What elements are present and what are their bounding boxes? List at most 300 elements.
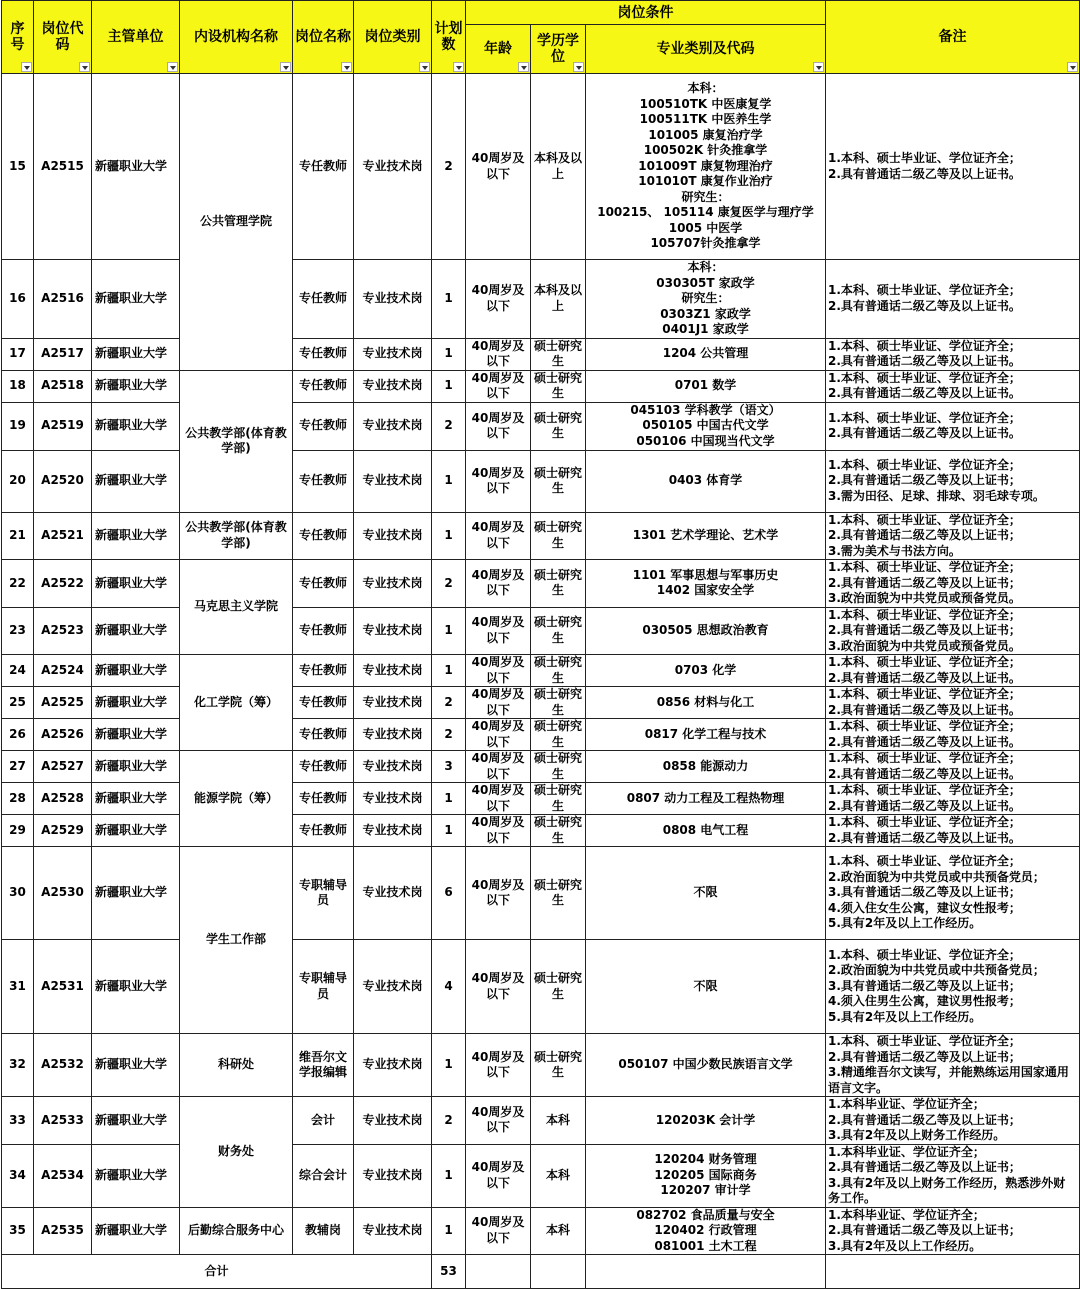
unit-cell[interactable]: 新疆职业大学 [92, 1097, 180, 1145]
plan-cell[interactable]: 2 [432, 687, 466, 719]
edu-cell[interactable]: 硕士研究生 [531, 450, 586, 512]
position-cell[interactable]: 专任教师 [293, 260, 354, 339]
seq-cell[interactable]: 16 [2, 260, 34, 339]
unit-cell[interactable]: 新疆职业大学 [92, 1144, 180, 1207]
plan-cell[interactable]: 1 [432, 1207, 466, 1255]
edu-cell[interactable]: 本科 [531, 1207, 586, 1255]
age-cell[interactable]: 40周岁及以下 [466, 687, 531, 719]
code-cell[interactable]: A2533 [34, 1097, 92, 1145]
seq-cell[interactable]: 24 [2, 655, 34, 687]
plan-cell[interactable]: 1 [432, 1144, 466, 1207]
table-row[interactable] [2, 512, 1080, 560]
seq-cell[interactable]: 34 [2, 1144, 34, 1207]
edu-cell[interactable]: 本科 [531, 1144, 586, 1207]
table-row[interactable] [2, 402, 1080, 450]
age-cell[interactable]: 40周岁及以下 [466, 450, 531, 512]
table-row[interactable] [2, 687, 1080, 719]
age-cell[interactable]: 40周岁及以下 [466, 607, 531, 655]
remark-cell[interactable] [826, 338, 1080, 370]
major-cell[interactable] [586, 847, 826, 940]
code-cell[interactable]: A2516 [34, 260, 92, 339]
seq-cell[interactable]: 22 [2, 560, 34, 608]
table-row[interactable] [2, 370, 1080, 402]
code-cell[interactable]: A2532 [34, 1034, 92, 1097]
plan-cell[interactable]: 1 [432, 1034, 466, 1097]
text-line: 2.政治面貌为中共党员或中共预备党员； [828, 869, 1045, 884]
code-cell[interactable]: A2515 [34, 74, 92, 260]
edu-cell[interactable]: 硕士研究生 [531, 783, 586, 815]
remark-cell[interactable] [826, 1034, 1080, 1097]
plan-cell[interactable]: 1 [432, 607, 466, 655]
age-cell[interactable]: 40周岁及以下 [466, 260, 531, 339]
dept-cell[interactable]: 科研处 [180, 1034, 293, 1097]
remark-cell[interactable] [826, 260, 1080, 339]
table-row[interactable] [2, 847, 1080, 940]
type-cell[interactable]: 专业技术岗 [354, 783, 432, 815]
unit-cell[interactable]: 新疆职业大学 [92, 370, 180, 402]
text-line: 1.本科毕业证、学位证齐全； [828, 1097, 985, 1111]
code-cell[interactable]: A2530 [34, 847, 92, 940]
age-cell[interactable]: 40周岁及以下 [466, 370, 531, 402]
type-cell[interactable]: 专业技术岗 [354, 940, 432, 1034]
filter-dropdown-icon[interactable] [167, 62, 178, 72]
age-cell[interactable]: 40周岁及以下 [466, 655, 531, 687]
age-cell[interactable]: 40周岁及以下 [466, 940, 531, 1034]
type-cell[interactable]: 专业技术岗 [354, 1144, 432, 1207]
position-cell[interactable]: 专任教师 [293, 687, 354, 719]
dept-cell[interactable]: 后勤综合服务中心 [180, 1207, 293, 1255]
major-cell[interactable] [586, 783, 826, 815]
text-line: 2.具有普通话二级乙等及以上证书。 [828, 670, 1021, 685]
seq-cell[interactable]: 15 [2, 74, 34, 260]
text-line: 0703 化学 [674, 662, 737, 677]
seq-cell[interactable]: 21 [2, 512, 34, 560]
position-cell[interactable]: 专任教师 [293, 783, 354, 815]
code-cell[interactable]: A2529 [34, 815, 92, 847]
text-line: 1.本科、硕士毕业证、学位证齐全； [828, 338, 1021, 353]
plan-cell[interactable]: 2 [432, 402, 466, 450]
header-code[interactable]: 岗位代码 [34, 1, 92, 74]
recruitment-table [1, 0, 1080, 1289]
unit-cell[interactable]: 新疆职业大学 [92, 512, 180, 560]
remark-cell[interactable] [826, 719, 1080, 751]
unit-cell[interactable]: 新疆职业大学 [92, 74, 180, 260]
major-cell[interactable] [586, 1144, 826, 1207]
type-cell[interactable]: 专业技术岗 [354, 370, 432, 402]
table-row[interactable] [2, 260, 1080, 339]
type-cell[interactable]: 专业技术岗 [354, 560, 432, 608]
unit-cell[interactable]: 新疆职业大学 [92, 687, 180, 719]
code-cell[interactable]: A2519 [34, 402, 92, 450]
remark-cell[interactable] [826, 560, 1080, 608]
position-cell[interactable]: 教辅岗 [293, 1207, 354, 1255]
filter-dropdown-icon[interactable] [280, 62, 291, 72]
text-line: 2.具有普通话二级乙等及以上证书。 [828, 426, 1021, 440]
text-line: 100502K 针灸推拿学 [643, 143, 768, 158]
code-cell[interactable]: A2518 [34, 370, 92, 402]
plan-cell[interactable]: 2 [432, 74, 466, 260]
edu-cell[interactable]: 硕士研究生 [531, 751, 586, 783]
edu-cell[interactable]: 硕士研究生 [531, 815, 586, 847]
text-line: 3.具有普通话二级乙等及以上证书； [828, 978, 1021, 993]
age-cell[interactable]: 40周岁及以下 [466, 1034, 531, 1097]
remark-cell[interactable] [826, 783, 1080, 815]
edu-cell[interactable]: 硕士研究生 [531, 512, 586, 560]
code-cell[interactable]: A2521 [34, 512, 92, 560]
unit-cell[interactable]: 新疆职业大学 [92, 719, 180, 751]
text-line: 3.精通维吾尔文读写，并能熟练运用国家通用语言文字。 [828, 1065, 1069, 1095]
dept-cell[interactable]: 公共教学部(体育教学部) [180, 370, 293, 512]
code-cell[interactable]: A2525 [34, 687, 92, 719]
text-line: 2.具有普通话二级乙等及以上证书。 [828, 798, 1021, 813]
text-line: 0403 体育学 [668, 473, 743, 488]
header-dept[interactable]: 内设机构名称 [180, 1, 293, 74]
header-remark[interactable]: 备注 [826, 1, 1080, 74]
seq-cell[interactable]: 23 [2, 607, 34, 655]
unit-cell[interactable]: 新疆职业大学 [92, 751, 180, 783]
age-cell[interactable]: 40周岁及以下 [466, 560, 531, 608]
position-cell[interactable]: 专任教师 [293, 719, 354, 751]
type-cell[interactable]: 专业技术岗 [354, 655, 432, 687]
header-pos[interactable]: 岗位名称 [293, 1, 354, 74]
text-line: 本科： [687, 81, 724, 96]
text-line: 1.本科、硕士毕业证、学位证齐全； [828, 151, 1021, 165]
plan-cell[interactable]: 1 [432, 815, 466, 847]
type-cell[interactable]: 专业技术岗 [354, 450, 432, 512]
unit-cell[interactable]: 新疆职业大学 [92, 783, 180, 815]
text-line: 1.本科、硕士毕业证、学位证齐全； [828, 687, 1021, 701]
table-row[interactable] [2, 815, 1080, 847]
plan-cell[interactable]: 4 [432, 940, 466, 1034]
dept-cell[interactable]: 化工学院（筹） [180, 655, 293, 751]
seq-cell[interactable]: 20 [2, 450, 34, 512]
text-line: 3.具有普通话二级乙等及以上证书； [828, 885, 1021, 900]
plan-cell[interactable]: 1 [432, 512, 466, 560]
remark-cell[interactable] [826, 370, 1080, 402]
filter-dropdown-icon[interactable] [341, 62, 352, 72]
plan-cell[interactable]: 6 [432, 847, 466, 940]
position-cell[interactable]: 专任教师 [293, 370, 354, 402]
type-cell[interactable]: 专业技术岗 [354, 260, 432, 339]
filter-dropdown-icon[interactable] [453, 62, 464, 72]
text-line: 1.本科毕业证、学位证齐全； [828, 1207, 985, 1222]
major-cell[interactable] [586, 1097, 826, 1145]
seq-cell[interactable]: 31 [2, 940, 34, 1034]
code-cell[interactable]: A2523 [34, 607, 92, 655]
edu-cell[interactable]: 硕士研究生 [531, 560, 586, 608]
table-row[interactable] [2, 751, 1080, 783]
type-cell[interactable]: 专业技术岗 [354, 74, 432, 260]
remark-cell[interactable] [826, 687, 1080, 719]
code-cell[interactable]: A2534 [34, 1144, 92, 1207]
type-cell[interactable]: 专业技术岗 [354, 1097, 432, 1145]
position-cell[interactable]: 专任教师 [293, 450, 354, 512]
filter-dropdown-icon[interactable] [21, 62, 32, 72]
remark-cell[interactable] [826, 940, 1080, 1034]
position-cell[interactable]: 专任教师 [293, 338, 354, 370]
age-cell[interactable]: 40周岁及以下 [466, 815, 531, 847]
seq-cell[interactable]: 27 [2, 751, 34, 783]
edu-cell[interactable]: 硕士研究生 [531, 607, 586, 655]
text-line: 1.本科、硕士毕业证、学位证齐全； [828, 457, 1021, 472]
edu-cell[interactable]: 本科 [531, 1097, 586, 1145]
position-cell[interactable]: 会计 [293, 1097, 354, 1145]
text-line: 120205 国际商务 [654, 1167, 757, 1182]
position-cell[interactable]: 专任教师 [293, 512, 354, 560]
unit-cell[interactable]: 新疆职业大学 [92, 940, 180, 1034]
text-line: 1.本科、硕士毕业证、学位证齐全； [828, 655, 1021, 669]
position-cell[interactable]: 专任教师 [293, 74, 354, 260]
table-row[interactable] [2, 1097, 1080, 1145]
header-age[interactable]: 年龄 [466, 25, 531, 74]
unit-cell[interactable]: 新疆职业大学 [92, 402, 180, 450]
position-cell[interactable]: 专任教师 [293, 815, 354, 847]
position-cell[interactable]: 综合会计 [293, 1144, 354, 1207]
edu-cell[interactable]: 硕士研究生 [531, 940, 586, 1034]
seq-cell[interactable]: 28 [2, 783, 34, 815]
filter-dropdown-icon[interactable] [518, 62, 529, 72]
table-row[interactable] [2, 719, 1080, 751]
unit-cell[interactable]: 新疆职业大学 [92, 1034, 180, 1097]
remark-cell[interactable] [826, 1097, 1080, 1145]
position-cell[interactable]: 专任教师 [293, 751, 354, 783]
text-line: 4.须入住女生公寓，建议女性报考； [828, 900, 1021, 915]
code-cell[interactable]: A2527 [34, 751, 92, 783]
table-row[interactable] [2, 74, 1080, 260]
type-cell[interactable]: 专业技术岗 [354, 751, 432, 783]
text-line: 030505 思想政治教育 [642, 623, 769, 637]
major-cell[interactable] [586, 687, 826, 719]
major-cell[interactable] [586, 560, 826, 608]
edu-cell[interactable]: 本科及以上 [531, 260, 586, 339]
type-cell[interactable]: 专业技术岗 [354, 402, 432, 450]
remark-cell[interactable] [826, 847, 1080, 940]
text-line: 0401J1 家政学 [662, 322, 749, 336]
type-cell[interactable]: 专业技术岗 [354, 687, 432, 719]
major-cell[interactable] [586, 450, 826, 512]
major-cell[interactable] [586, 402, 826, 450]
position-cell[interactable]: 专任教师 [293, 607, 354, 655]
major-cell[interactable] [586, 338, 826, 370]
table-row[interactable] [2, 783, 1080, 815]
position-cell[interactable]: 专职辅导员 [293, 847, 354, 940]
unit-cell[interactable]: 新疆职业大学 [92, 450, 180, 512]
unit-cell[interactable]: 新疆职业大学 [92, 607, 180, 655]
seq-cell[interactable]: 17 [2, 338, 34, 370]
edu-cell[interactable]: 本科及以上 [531, 74, 586, 260]
seq-cell[interactable]: 19 [2, 402, 34, 450]
type-cell[interactable]: 专业技术岗 [354, 815, 432, 847]
major-cell[interactable] [586, 815, 826, 847]
edu-cell[interactable]: 硕士研究生 [531, 847, 586, 940]
code-cell[interactable]: A2517 [34, 338, 92, 370]
table-row[interactable] [2, 655, 1080, 687]
major-cell[interactable] [586, 1207, 826, 1255]
seq-cell[interactable]: 26 [2, 719, 34, 751]
unit-cell[interactable]: 新疆职业大学 [92, 655, 180, 687]
position-cell[interactable]: 维吾尔文学报编辑 [293, 1034, 354, 1097]
total-row [2, 1255, 1080, 1289]
age-cell[interactable]: 40周岁及以下 [466, 847, 531, 940]
remark-cell[interactable] [826, 815, 1080, 847]
text-line: 1.本科、硕士毕业证、学位证齐全； [828, 815, 1021, 829]
age-cell[interactable]: 40周岁及以下 [466, 719, 531, 751]
type-cell[interactable]: 专业技术岗 [354, 719, 432, 751]
type-cell[interactable]: 专业技术岗 [354, 847, 432, 940]
seq-cell[interactable]: 32 [2, 1034, 34, 1097]
dept-cell[interactable]: 学生工作部 [180, 847, 293, 1034]
unit-cell[interactable]: 新疆职业大学 [92, 338, 180, 370]
unit-cell[interactable]: 新疆职业大学 [92, 560, 180, 608]
header-major[interactable]: 专业类别及代码 [586, 25, 826, 74]
age-cell[interactable]: 40周岁及以下 [466, 338, 531, 370]
header-seq[interactable]: 序号 [2, 1, 34, 74]
major-cell[interactable] [586, 607, 826, 655]
code-cell[interactable]: A2528 [34, 783, 92, 815]
remark-cell[interactable] [826, 512, 1080, 560]
major-cell[interactable] [586, 655, 826, 687]
code-cell[interactable]: A2526 [34, 719, 92, 751]
text-line: 2.具有普通话二级乙等及以上证书； [828, 1223, 1021, 1237]
table-row[interactable] [2, 338, 1080, 370]
plan-cell[interactable]: 1 [432, 260, 466, 339]
seq-cell[interactable]: 30 [2, 847, 34, 940]
dept-cell[interactable]: 公共教学部(体育教学部) [180, 512, 293, 560]
header-type[interactable]: 岗位类别 [354, 1, 432, 74]
type-cell[interactable]: 专业技术岗 [354, 1207, 432, 1255]
remark-cell[interactable] [826, 655, 1080, 687]
major-cell[interactable] [586, 512, 826, 560]
filter-dropdown-icon[interactable] [573, 62, 584, 72]
position-cell[interactable]: 专任教师 [293, 655, 354, 687]
position-cell[interactable]: 专任教师 [293, 402, 354, 450]
plan-cell[interactable]: 2 [432, 1097, 466, 1145]
edu-cell[interactable]: 硕士研究生 [531, 1034, 586, 1097]
major-cell[interactable] [586, 370, 826, 402]
plan-cell[interactable]: 1 [432, 338, 466, 370]
edu-cell[interactable]: 硕士研究生 [531, 655, 586, 687]
edu-cell[interactable]: 硕士研究生 [531, 687, 586, 719]
table-row[interactable] [2, 1144, 1080, 1207]
dept-cell[interactable]: 马克思主义学院 [180, 560, 293, 655]
text-line: 2.具有普通话二级乙等及以上证书。 [828, 702, 1021, 717]
filter-dropdown-icon[interactable] [813, 62, 824, 72]
plan-cell[interactable]: 1 [432, 450, 466, 512]
edu-cell[interactable]: 硕士研究生 [531, 338, 586, 370]
major-cell[interactable] [586, 74, 826, 260]
table-row[interactable] [2, 940, 1080, 1034]
seq-cell[interactable]: 33 [2, 1097, 34, 1145]
header-edu[interactable]: 学历学位 [531, 25, 586, 74]
major-cell[interactable] [586, 260, 826, 339]
type-cell[interactable]: 专业技术岗 [354, 607, 432, 655]
seq-cell[interactable]: 18 [2, 370, 34, 402]
remark-cell[interactable] [826, 1207, 1080, 1255]
age-cell[interactable]: 40周岁及以下 [466, 74, 531, 260]
plan-cell[interactable]: 1 [432, 655, 466, 687]
text-line: 4.须入住男生公寓，建议男性报考； [828, 994, 1021, 1009]
filter-dropdown-icon[interactable] [1067, 62, 1078, 72]
text-line: 030305T 家政学 [656, 275, 755, 290]
text-line: 研究生： [681, 189, 730, 204]
plan-cell[interactable]: 2 [432, 719, 466, 751]
unit-cell[interactable]: 新疆职业大学 [92, 847, 180, 940]
code-cell[interactable]: A2524 [34, 655, 92, 687]
position-cell[interactable]: 专任教师 [293, 560, 354, 608]
header-unit[interactable]: 主管单位 [92, 1, 180, 74]
major-cell[interactable] [586, 940, 826, 1034]
type-cell[interactable]: 专业技术岗 [354, 338, 432, 370]
text-line: 1005 中医学 [668, 220, 743, 235]
table-row[interactable] [2, 560, 1080, 608]
header-plan[interactable]: 计划数 [432, 1, 466, 74]
age-cell[interactable]: 40周岁及以下 [466, 1144, 531, 1207]
table-row[interactable] [2, 607, 1080, 655]
age-cell[interactable]: 40周岁及以下 [466, 512, 531, 560]
major-cell[interactable] [586, 1034, 826, 1097]
type-cell[interactable]: 专业技术岗 [354, 1034, 432, 1097]
code-cell[interactable]: A2535 [34, 1207, 92, 1255]
remark-cell[interactable] [826, 402, 1080, 450]
dept-cell[interactable]: 财务处 [180, 1097, 293, 1208]
unit-cell[interactable]: 新疆职业大学 [92, 1207, 180, 1255]
position-cell[interactable]: 专职辅导员 [293, 940, 354, 1034]
remark-cell[interactable] [826, 751, 1080, 783]
code-cell[interactable]: A2531 [34, 940, 92, 1034]
age-cell[interactable]: 40周岁及以下 [466, 1207, 531, 1255]
seq-cell[interactable]: 35 [2, 1207, 34, 1255]
text-line: 0303Z1 家政学 [660, 306, 751, 321]
table-row[interactable] [2, 1034, 1080, 1097]
plan-cell[interactable]: 1 [432, 783, 466, 815]
major-cell[interactable] [586, 751, 826, 783]
age-cell[interactable]: 40周岁及以下 [466, 783, 531, 815]
age-cell[interactable]: 40周岁及以下 [466, 751, 531, 783]
remark-cell[interactable] [826, 607, 1080, 655]
unit-cell[interactable]: 新疆职业大学 [92, 260, 180, 339]
remark-cell[interactable] [826, 1144, 1080, 1207]
text-line: 1.本科、硕士毕业证、学位证齐全； [828, 854, 1021, 869]
table-row[interactable] [2, 1207, 1080, 1255]
empty-cell [466, 1255, 531, 1289]
filter-dropdown-icon[interactable] [79, 62, 90, 72]
edu-cell[interactable]: 硕士研究生 [531, 719, 586, 751]
plan-cell[interactable]: 3 [432, 751, 466, 783]
seq-cell[interactable]: 29 [2, 815, 34, 847]
code-cell[interactable]: A2520 [34, 450, 92, 512]
age-cell[interactable]: 40周岁及以下 [466, 1097, 531, 1145]
filter-dropdown-icon[interactable] [419, 62, 430, 72]
unit-cell[interactable]: 新疆职业大学 [92, 815, 180, 847]
plan-cell[interactable]: 1 [432, 370, 466, 402]
table-row[interactable] [2, 450, 1080, 512]
text-line: 100510TK 中医康复学 [639, 96, 772, 111]
age-cell[interactable]: 40周岁及以下 [466, 402, 531, 450]
text-line: 045103 学科教学（语文） [630, 402, 781, 417]
type-cell[interactable]: 专业技术岗 [354, 512, 432, 560]
edu-cell[interactable]: 硕士研究生 [531, 370, 586, 402]
seq-cell[interactable]: 25 [2, 687, 34, 719]
dept-cell[interactable]: 能源学院（筹） [180, 751, 293, 847]
edu-cell[interactable]: 硕士研究生 [531, 402, 586, 450]
code-cell[interactable]: A2522 [34, 560, 92, 608]
major-cell[interactable] [586, 719, 826, 751]
remark-cell[interactable] [826, 74, 1080, 260]
dept-cell[interactable]: 公共管理学院 [180, 74, 293, 371]
remark-cell[interactable] [826, 450, 1080, 512]
plan-cell[interactable]: 2 [432, 560, 466, 608]
text-line: 0856 材料与化工 [656, 694, 755, 709]
